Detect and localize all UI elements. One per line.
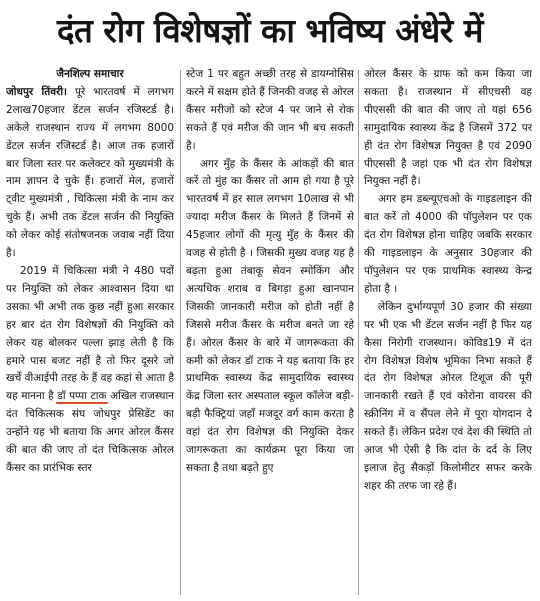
article-column-2: [186, 66, 354, 599]
article-column-3: [364, 66, 532, 599]
paragraph: लेकिन दुर्भाग्यपूर्ण 30 हजार की संख्या पर भी एक भी डेंटल सर्जन नहीं है फिर यह कैसा निरोगी राजस्थान। कोविड19 में दंत रोग विशेषज्ञ विशेष भूमिका निभा सकते हैं दंत रोग विशेषज्ञ ओरल टिशूज की पूरी जानकारी रखते हैं एवं कोरोना वायरस की स्क्रीनिंग में व सैंपल लेने में पूरा योगदान दे सकते हैं। लेकिन प्रदेश एवं देश की स्थिति तो आज भी ऐसी है कि दांत के दर्द के लिए इलाज हेतु सैकड़ों किलोमीटर सफर करके शहर की तरफ जा रहे हैं।: [364, 300, 532, 492]
paragraph: [6, 263, 174, 478]
paragraph-text: अखिल राजस्थान दंत चिकित्सक संघ जोधपुर प्रेसिडेंट का उन्होंने यह भी बताया कि अगर ओरल कैंसर की बात की जाए तो दंत चिकित्सक ओरल कैंसर का प्रारंभिक स्तर: [6, 390, 174, 474]
column-rule: [180, 70, 181, 595]
paragraph: स्टेज 1 पर बहुत अच्छी तरह से डायग्नोसिस करने में सक्षम होते हैं जिनकी वजह से ओरल कैंसर मरीजों को स्टेज 4 पर जाने से रोक सकते हैं एवं मरीज की जान भी बच सकती है।: [186, 68, 354, 152]
byline-source: जैनशिल्प समाचार: [56, 68, 124, 80]
column-rule: [358, 70, 359, 595]
byline: [6, 66, 174, 84]
headline: दंत रोग विशेषज्ञों का भविष्य अंधेरे में: [56, 11, 484, 50]
paragraph: ओरल कैंसर के ग्राफ को कम किया जा सकता है। राजस्थान में सीएचसी वह पीएससी की बात की जाए तो यहां 656 सामुदायिक स्वास्थ्य केंद्र है जिसमें 372 पर ही दंत रोग विशेषज्ञ नियुक्त है एवं 2090 पीएससी है जहां एक भी दंत रोग विशेषज्ञ नियुक्त नहीं है।: [364, 68, 532, 188]
highlighted-name: डॉ पप्पा टाक: [57, 390, 107, 403]
byline-place: जोधपुर तिंवरी।: [6, 85, 68, 98]
paragraph: अगर मुँह के कैंसर के आंकड़ों की बात करें तो मुंह का कैंसर तो आम हो गया है पूरे भारतवर्ष में हर साल लगभग 10लाख से भी ज्यादा मरीज कैंसर के मिलते हैं जिनमें से 45हजार लोगों की मृत्यु मुँह के कैंसर की वजह से होती है । जिसकी मुख्य वजह यह है बढ़ता हुआ तंबाकू सेवन स्मोकिंग और अत्यधिक शराब व बिगड़ा हुआ खानपान जिसकी जानकारी मरीज को होती नहीं है जिससे मरीज कैंसर के मरीज बनते जा रहे हैं। ओरल कैंसर के बारे में जागरूकता की कमी को लेकर डॉ टाक ने यह बताया कि हर प्राथमिक स्वास्थ्य केंद्र सामुदायिक स्वास्थ्य केंद्र जिला स्तर अस्पताल स्कूल कॉलेज बड़ी-बड़ी फैक्ट्रियां जहाँ मजदूर वर्ग काम करता है वहां दंत रोग विशेषज्ञ की नियुक्ति देकर जागरूकता का कार्यक्रम पूरा किया जा सकता है तथा बढ़ते हुए: [186, 157, 354, 474]
paragraph: अगर हम डब्ल्यूएचओ के गाइडलाइन की बात करें तो 4000 की पॉपुलेशन पर एक दंत रोग विशेषज्ञ होना चाहिए जबकि सरकार की गाइडलाइन के अनुसार 30हजार की पॉपुलेशन पर एक प्राथमिक स्वास्थ्य केन्द्र होता है ।: [364, 193, 532, 295]
paragraph-text: पूरे भारतवर्ष में लगभग 2लाख70हजार डेंटल सर्जन रजिस्टर्ड है। अकेले राजस्थान राज्य में लगभग 8000 डेंटल सर्जन रजिस्टर्ड है। आज तक हजारों बार जिला स्तर पर कलेक्टर को मुख्यमंत्री के नाम ज्ञापन दे चुके हैं। हजारों मेल, हजारों ट्वीट मुख्यमंत्री , चिकित्सा मंत्री के नाम कर चुके हैं। अभी तक डेंटल सर्जन की नियुक्ति को लेकर कोई संतोषजनक जवाब नहीं दिया है।: [6, 85, 174, 260]
article-column-1: [6, 66, 174, 599]
paragraph: [6, 84, 174, 263]
paragraph-text: 2019 में चिकित्सा मंत्री ने 480 पदों पर नियुक्ति को लेकर आश्वासन दिया था उसका भी अभी तक कुछ नहीं हुआ सरकार हर बार दंत रोग विशेषज्ञों की नियुक्ति को लेकर यह बोलकर पल्ला झाड़ लेती है कि हमारे पास बजट नहीं है तो फिर दूसरे जो खर्चे वीआईपी तरह के हैं वह कहां से आता है यह मानना है: [6, 264, 174, 403]
